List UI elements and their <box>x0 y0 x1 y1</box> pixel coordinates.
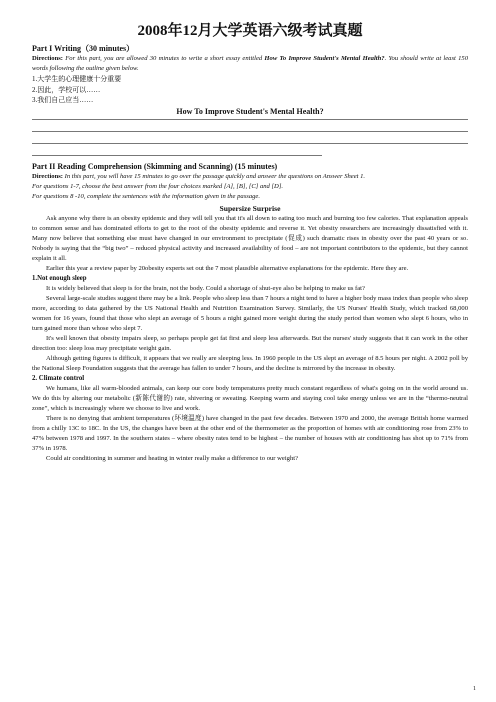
answer-line <box>32 143 468 144</box>
reading-directions <box>32 172 468 182</box>
writing-directions <box>32 54 468 74</box>
subheading-not-enough-sleep: 1.Not enough sleep <box>32 274 87 282</box>
paragraph: We humans, like all warm-blooded animals, can keep our core body temperatures pretty much constant regardless of what's going on in the world around us. We do this by altering our metabolic (新陈代谢的) rate, shivering or sweating. Keeping warm and staying cool take energy unless we are in the “thermo-neutral zone”, which is increasingly where we choose to live and work. <box>32 384 468 412</box>
paragraph: Earlier this year a review paper by 20obesity experts set out the 7 most plausible alternative explanations for the epidemic. Here they are. <box>46 264 409 272</box>
subheading-climate-control: 2. Climate control <box>32 374 85 382</box>
paragraph: Ask anyone why there is an obesity epidemic and they will tell you that it's all down to eating too much and burning too few calories. That explanation appeals to common sense and has dominated efforts to get to the root of the obesity epidemic and reverse it. Yet obesity researchers are increasingly dissatisfied with it. Many now believe that something else must have changed in our environment to precipitate (促成) such dramatic rises in obesity over the past 40 years or so. Nobody is saying that the “big two” – reduced physical activity and increased availability of food – are not important contributors to the epidemic, but they cannot explain it all. <box>32 214 468 262</box>
paragraph: Could air conditioning in summer and heating in winter really make a difference to our weight? <box>46 454 299 462</box>
paragraph: There is no denying that ambient temperatures (环境温度) have changed in the past few decades. Between 1970 and 2000, the average British home warmed from a chilly 13C to 18C. In the US, the changes have been at the other end of the thermometer as the proportion of homes with air conditioning rose from 23% to 47% between 1978 and 1997. In the southern states – where obesity rates tend to be highest – the number of houses with air conditioning has shot up to 71% from 37% in 1978. <box>32 414 468 452</box>
outline-item-1: 1.大学生的心理健康十分重要 <box>32 75 122 83</box>
reading-directions-c: For questions 8 -10, complete the sentences with the information given in the passage. <box>32 192 260 200</box>
answer-line <box>32 119 468 120</box>
writing-directions-text-a: For this part, you are allowed 30 minutes to write a short essay entitled <box>63 55 265 62</box>
essay-title: How To Improve Student's Mental Health? <box>176 106 324 116</box>
answer-line <box>32 131 468 132</box>
page-number: 1 <box>473 686 476 692</box>
paragraph: It is widely believed that sleep is for the brain, not the body. Could a shortage of shut-eye also be helping to make us fat? <box>46 284 365 292</box>
writing-section-heading: Part I Writing（30 minutes） <box>32 44 135 53</box>
reading-directions-text-a: In this part, you will have 15 minutes to go over the passage quickly and answer the questions on Answer Sheet 1. <box>63 172 366 180</box>
answer-line <box>32 155 322 156</box>
reading-section-heading: Part II Reading Comprehension (Skimming and Scanning) (15 minutes) <box>32 161 278 171</box>
paragraph: Although getting figures is difficult, it appears that we really are sleeping less. In 1960 people in the US slept an average of 8.5 hours per night. A 2002 poll by the National Sleep Foundation suggests that the average has fallen to under 7 hours, and the decline is mirrored by the increase in obesity. <box>32 354 468 372</box>
writing-directions-text-b: . You should write at least 150 words following the outline given below. <box>32 55 468 72</box>
passage-title: Supersize Surprise <box>219 203 281 213</box>
outline-item-3: 3.我们自己应当…… <box>32 96 94 104</box>
reading-directions-b: For questions 1-7, choose the best answer from the four choices marked [A], [B], [C] and [D]. <box>32 182 284 190</box>
paragraph: It's well known that obesity impairs sleep, so perhaps people get fat first and sleep less afterwards. But the nurses' study suggests that it can work in the other direction too: sleep loss may precipitate weight gain. <box>32 334 468 352</box>
writing-directions-label: Directions: <box>32 55 64 62</box>
reading-directions-label: Directions: <box>32 172 64 180</box>
outline-item-2: 2.因此，学校可以…… <box>32 85 101 94</box>
document-title: 2008年12月大学英语六级考试真题 <box>137 23 363 39</box>
paragraph: Several large-scale studies suggest there may be a link. People who sleep less than 7 hours a night tend to have a higher body mass index than people who sleep more, according to data gathered by the US National Health and Nutrition Examination Survey. Similarly, the US Nurses' Health Study, which tracked 68,000 women for 16 years, found that those who slept an average of 5 hours a night gained more weight during the study period than women who slept 6 hours, who in turn gained more than whose who slept 7. <box>32 294 468 332</box>
writing-directions-essay-title: How To Improve Student's Mental Health? <box>264 55 385 62</box>
